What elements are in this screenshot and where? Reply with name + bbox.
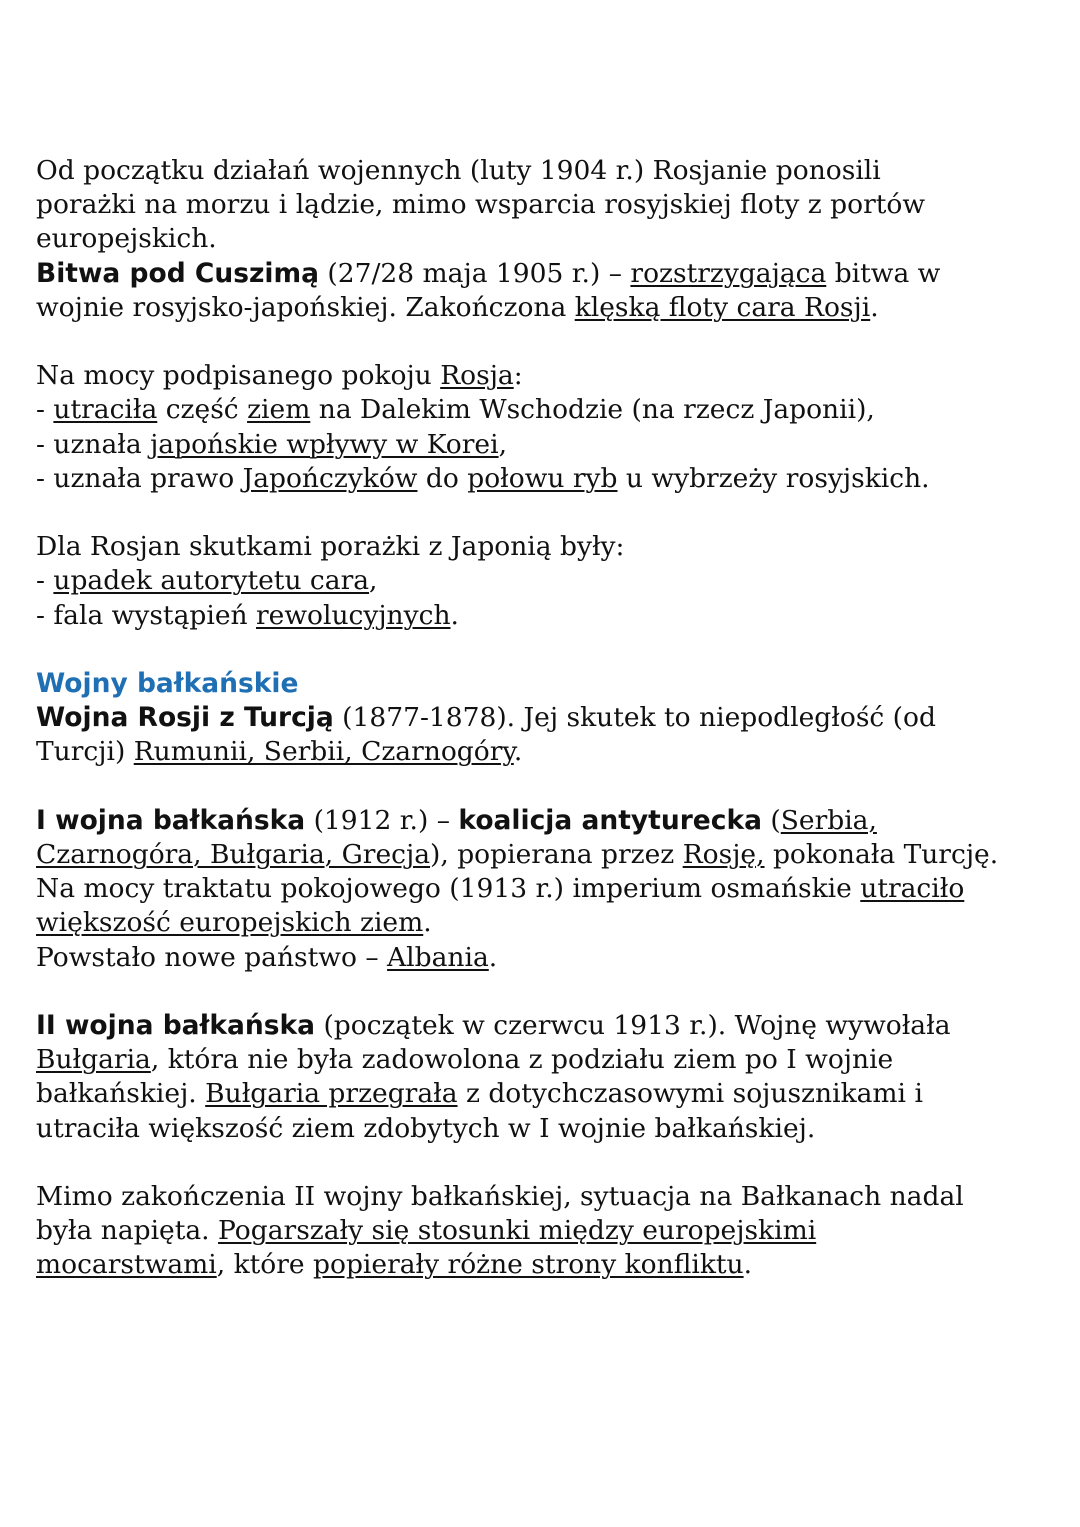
text-run: wojnie rosyjsko-japońskiej. Zakończona [36, 291, 575, 323]
list-item [36, 564, 1046, 598]
text-line: porażki na morzu i lądzie, mimo wsparcia rosyjskiej floty z portów [36, 189, 926, 221]
text-run: - uznała [36, 428, 151, 460]
underlined-text: Czarnogóra, Bułgaria, Grecja [36, 839, 431, 870]
text-run: , które [216, 1249, 314, 1281]
paragraph-consequences [36, 530, 1046, 633]
text-line [36, 906, 1046, 940]
text-line [36, 701, 1046, 735]
underlined-text: popierały różne strony konfliktu [313, 1249, 744, 1281]
text-line: europejskich. [36, 223, 217, 255]
underlined-text: Bułgaria [36, 1044, 151, 1076]
underlined-text: upadek autorytetu cara [53, 565, 370, 597]
text-run: Powstało nowe państwo – [36, 941, 388, 973]
text-run: pokonała Turcję. [764, 839, 999, 870]
text-run: Turcji) [36, 736, 134, 768]
paragraph-gap [36, 975, 1046, 1009]
text-run: była napięta. [36, 1215, 219, 1247]
underlined-text: Serbia, [780, 804, 877, 836]
underlined-text: większość europejskich ziem [36, 907, 424, 939]
text-line [36, 1214, 1046, 1248]
underlined-text: Rosja [440, 360, 514, 392]
underlined-text: Japończyków [242, 462, 418, 494]
document-page [36, 154, 1046, 1283]
text-run: u wybrzeży rosyjskich. [617, 462, 930, 494]
text-run: . [423, 907, 432, 939]
list-item [36, 393, 1046, 427]
text-run: Na mocy traktatu pokojowego (1913 r.) imperium osmańskie [36, 873, 861, 905]
text-run: - [36, 565, 54, 597]
text-run: ), popierana przez [430, 839, 683, 870]
underlined-text: Rumunii, Serbii, Czarnogóry [133, 736, 514, 768]
underlined-text: Albania [387, 941, 489, 973]
bold-term: koalicja antyturecka [458, 804, 762, 836]
paragraph-gap [36, 770, 1046, 804]
underlined-text: japońskie wpływy w Korei [150, 428, 499, 460]
text-run: . [488, 941, 498, 973]
paragraph-russo-turkish-war [36, 701, 1046, 769]
text-run: . [743, 1249, 753, 1281]
bold-term: Bitwa pod Cuszimą [36, 257, 319, 289]
text-run: (początek w czerwcu 1913 r.). Wojnę wywołała [315, 1010, 951, 1041]
text-line [36, 1248, 1046, 1282]
paragraph-gap [36, 325, 1046, 359]
text-line [36, 291, 1046, 325]
text-run: - fala wystąpień [36, 599, 256, 631]
paragraph-first-balkan-war [36, 804, 1046, 975]
text-run: ( [761, 804, 781, 836]
text-line [36, 257, 1046, 291]
text-line [36, 1077, 1046, 1111]
underlined-text: Rosję, [682, 839, 765, 870]
paragraph-aftermath [36, 1180, 1046, 1283]
paragraph-gap [36, 496, 1046, 530]
text-run: - [36, 394, 54, 426]
underlined-text: mocarstwami [36, 1249, 217, 1281]
underlined-text: utraciło [860, 873, 965, 905]
text-run: : [513, 360, 523, 392]
paragraph-peace-terms [36, 359, 1046, 496]
paragraph-tsushima [36, 257, 1046, 325]
text-run: . [450, 599, 459, 631]
paragraph-gap [36, 633, 1046, 667]
text-run: (1877-1878). Jej skutek to niepodległość (od [333, 702, 936, 734]
text-run: . [870, 291, 879, 323]
underlined-text: rewolucyjnych [256, 599, 451, 631]
list-item [36, 599, 1046, 633]
text-line: Dla Rosjan skutkami porażki z Japonią były: [36, 531, 625, 563]
paragraph-gap [36, 1146, 1046, 1180]
underlined-text: Bułgaria przegrała [205, 1078, 458, 1110]
text-run: - uznała prawo [36, 462, 243, 494]
list-item [36, 428, 1046, 462]
text-run: (1912 r.) – [305, 804, 459, 836]
underlined-text: ziem [247, 394, 311, 426]
text-line [36, 1043, 1046, 1077]
text-run: z dotychczasowymi sojusznikami i [457, 1078, 923, 1110]
text-run: . [513, 736, 523, 768]
text-line: Mimo zakończenia II wojny bałkańskiej, sytuacja na Bałkanach nadal [36, 1181, 964, 1212]
paragraph-second-balkan-war [36, 1009, 1046, 1146]
text-run: , [498, 428, 508, 460]
section-heading: Wojny bałkańskie [36, 668, 299, 699]
underlined-text: utraciła [53, 394, 158, 426]
text-line [36, 735, 1046, 769]
underlined-text: klęską floty cara Rosji [574, 291, 871, 323]
text-line [36, 359, 1046, 393]
bold-term: I wojna bałkańska [36, 804, 306, 836]
text-line [36, 941, 1046, 975]
underlined-text: połowu ryb [467, 462, 618, 494]
text-run: do [417, 462, 468, 494]
text-line [36, 804, 1046, 838]
text-run: bałkańskiej. [36, 1078, 206, 1110]
text-run: na Dalekim Wschodzie (na rzecz Japonii), [310, 394, 875, 426]
underlined-text: rozstrzygająca [630, 257, 827, 289]
underlined-text: Pogarszały się stosunki między europejskimi [218, 1215, 817, 1247]
list-item [36, 462, 1046, 496]
text-line: Od początku działań wojennych (luty 1904 r.) Rosjanie ponosili [36, 155, 881, 186]
bold-term: II wojna bałkańska [36, 1010, 316, 1041]
text-run: bitwa w [826, 257, 941, 289]
bold-term: Wojna Rosji z Turcją [36, 702, 334, 734]
text-line [36, 1009, 1046, 1043]
text-run: , [369, 565, 378, 597]
text-run: , która nie była zadowolona z podziału ziem po I wojnie [150, 1044, 894, 1076]
text-run: Na mocy podpisanego pokoju [36, 360, 441, 392]
text-line [36, 838, 1046, 872]
paragraph-war-start [36, 154, 1046, 257]
text-line [36, 872, 1046, 906]
text-run: część [157, 394, 248, 426]
text-run: (27/28 maja 1905 r.) – [319, 257, 631, 289]
text-line: utraciła większość ziem zdobytych w I wojnie bałkańskiej. [36, 1112, 816, 1144]
